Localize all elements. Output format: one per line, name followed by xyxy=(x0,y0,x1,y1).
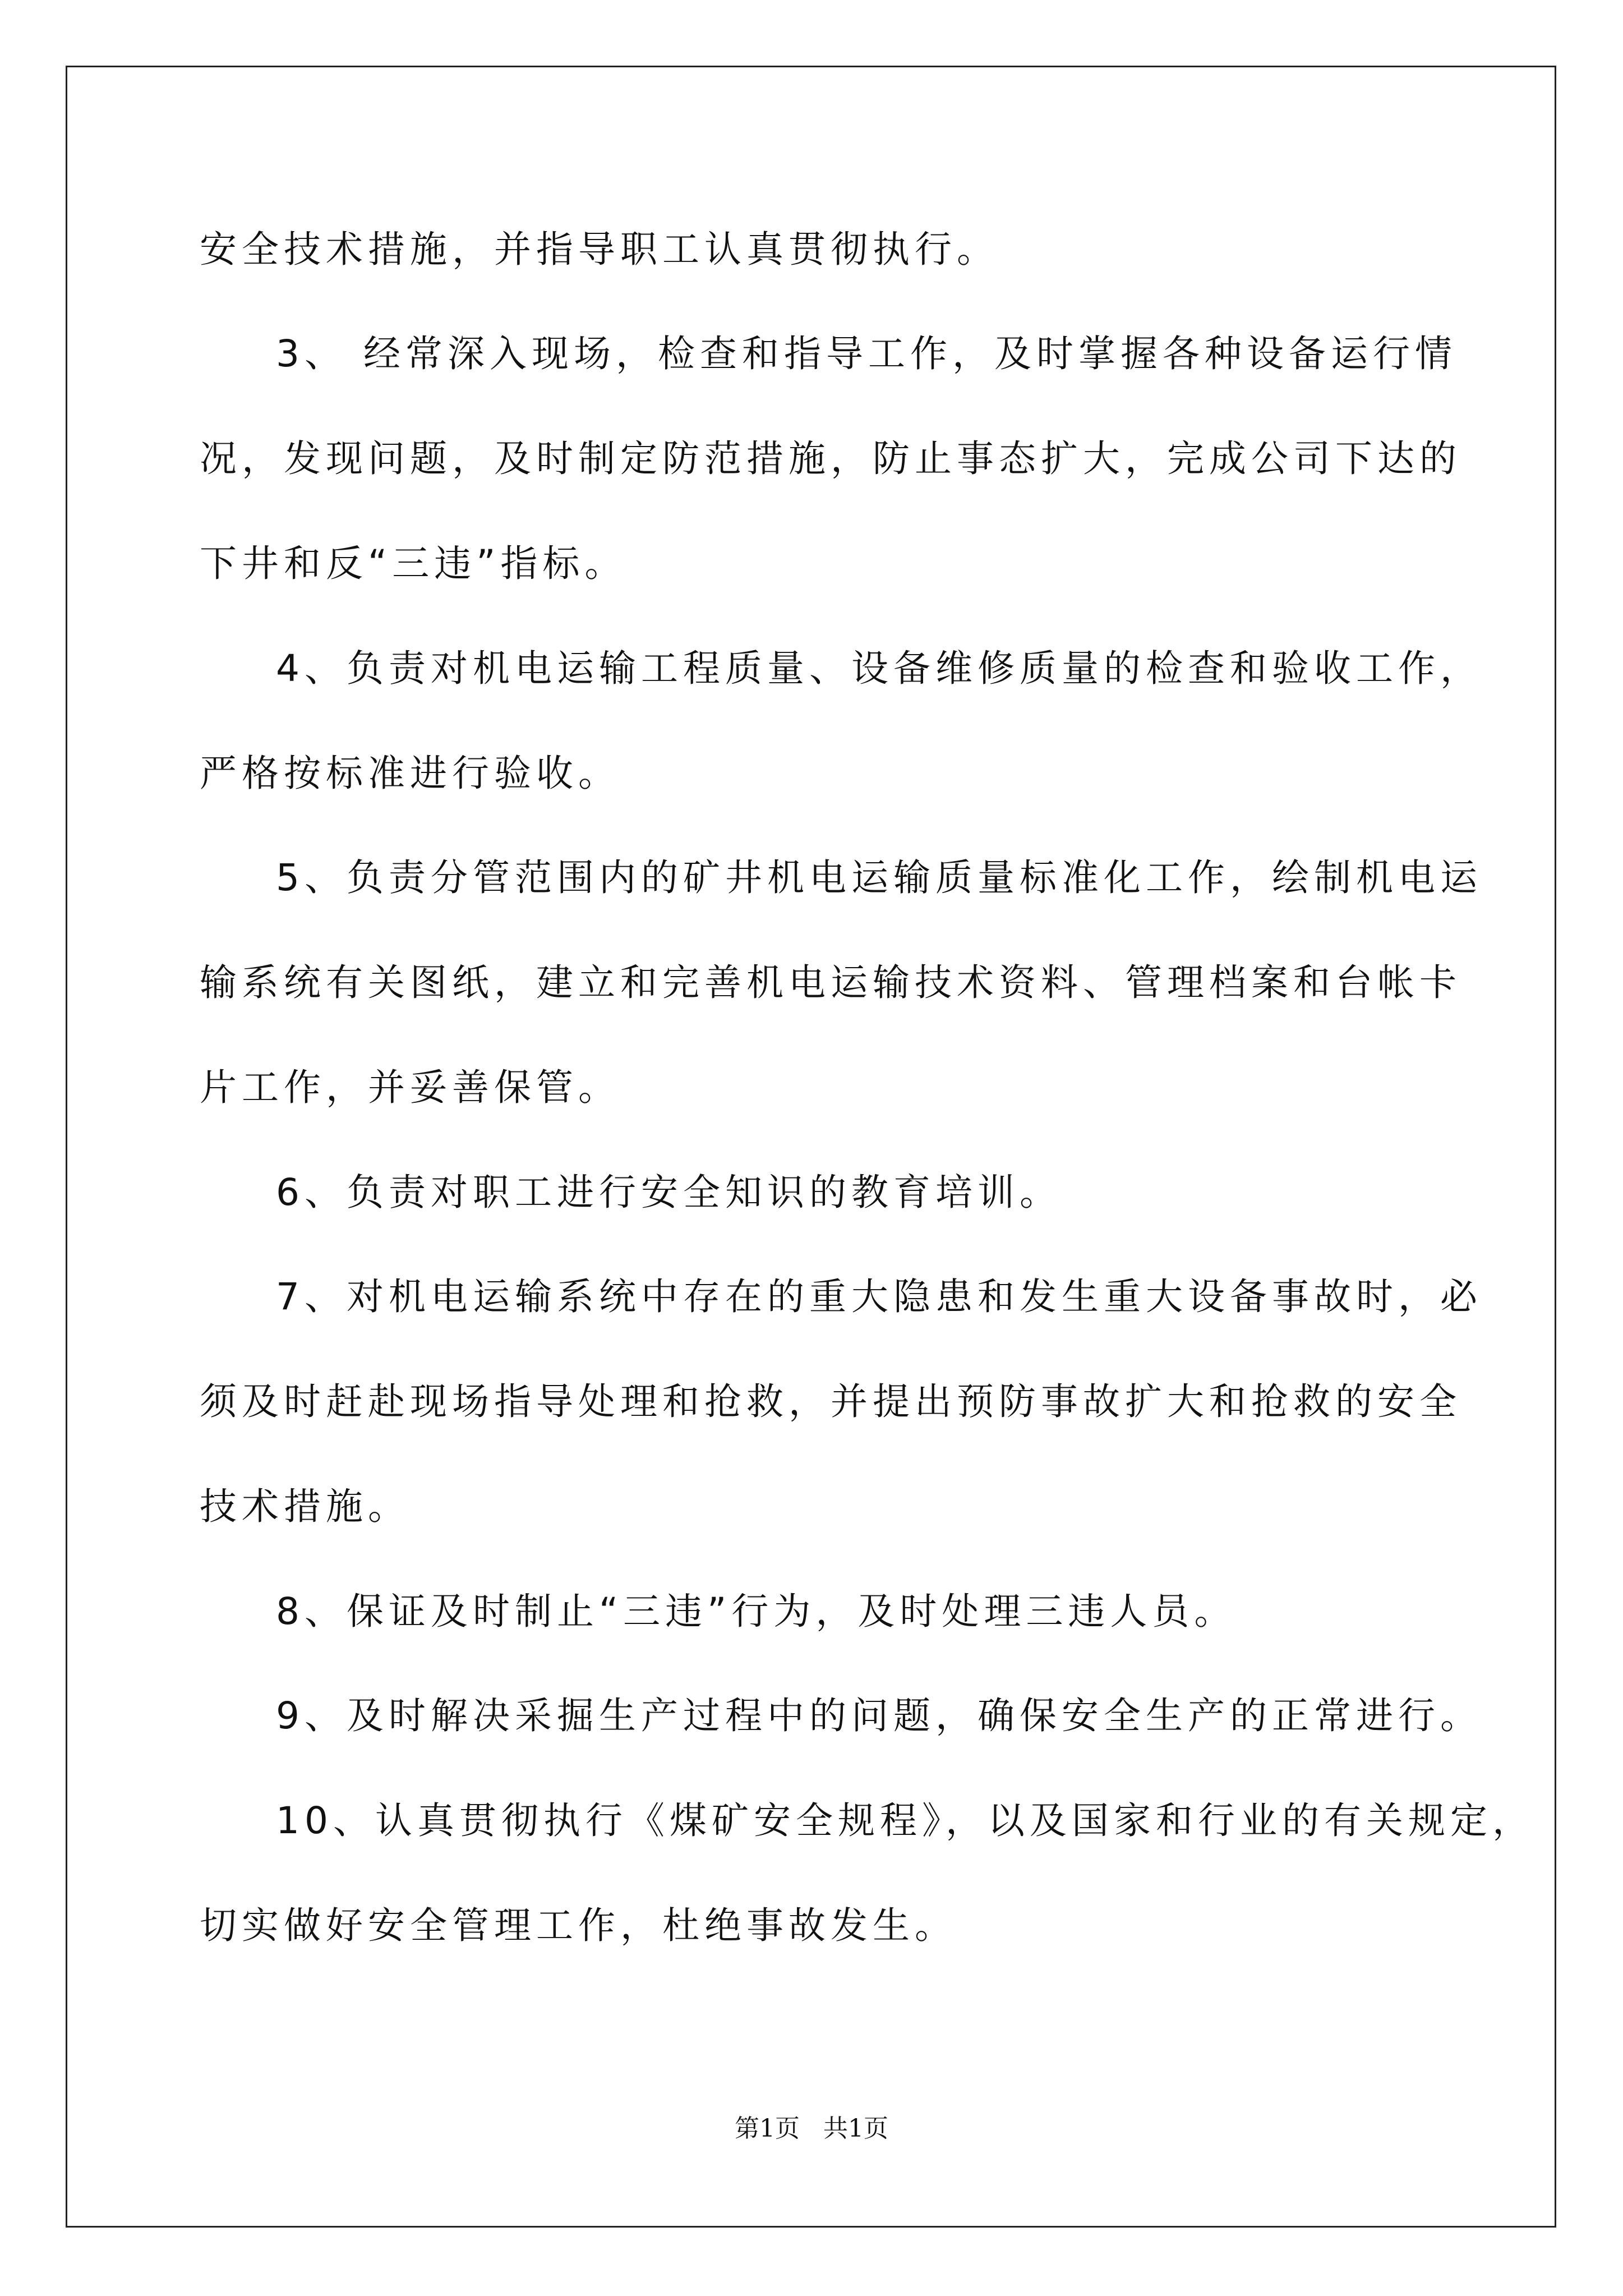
text-line: 技术措施。 xyxy=(200,1485,410,1528)
text-line: 须及时赶赴现场指导处理和抢救，并提出预防事故扩大和抢救的安全 xyxy=(200,1380,1461,1423)
text-line: 安全技术措施，并指导职工认真贯彻执行。 xyxy=(200,228,999,271)
text-line: 3、 经常深入现场，检查和指导工作，及时掌握各种设备运行情 xyxy=(276,332,1457,375)
text-line: 片工作，并妥善保管。 xyxy=(200,1066,620,1109)
text-line: 切实做好安全管理工作，杜绝事故发生。 xyxy=(200,1904,957,1947)
text-line: 况，发现问题，及时制定防范措施，防止事态扩大，完成公司下达的 xyxy=(200,437,1461,480)
page-number-footer: 第1页 共1页 xyxy=(735,2114,888,2143)
text-line: 4、负责对机电运输工程质量、设备维修质量的检查和验收工作， xyxy=(276,647,1482,690)
text-line: 8、保证及时制止“三违”行为，及时处理三违人员。 xyxy=(276,1590,1237,1633)
text-line: 6、负责对职工进行安全知识的教育培训。 xyxy=(276,1171,1062,1214)
text-line: 5、负责分管范围内的矿井机电运输质量标准化工作，绘制机电运 xyxy=(276,856,1482,899)
text-line: 下井和反“三违”指标。 xyxy=(200,542,627,585)
text-line: 7、对机电运输系统中存在的重大隐患和发生重大设备事故时，必 xyxy=(276,1275,1482,1318)
text-line: 输系统有关图纸，建立和完善机电运输技术资料、管理档案和台帐卡 xyxy=(200,961,1461,1004)
page-border xyxy=(66,66,1556,2228)
text-line: 严格按标准进行验收。 xyxy=(200,752,620,795)
text-line: 9、及时解决采掘生产过程中的问题，确保安全生产的正常进行。 xyxy=(276,1694,1482,1737)
text-line: 10、认真贯彻执行《煤矿安全规程》，以及国家和行业的有关规定， xyxy=(276,1799,1534,1842)
